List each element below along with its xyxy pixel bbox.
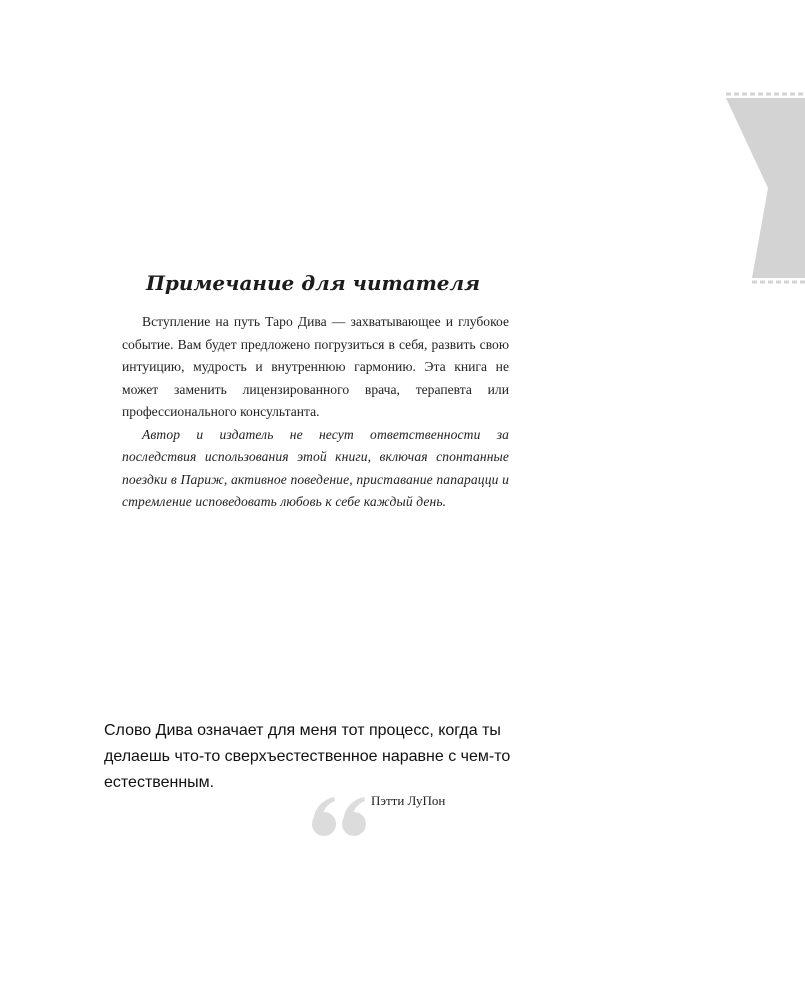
- quote-author: Пэтти ЛуПон: [371, 793, 446, 808]
- quote-text: Слово Дива означает для меня тот процесс, когда ты делаешь что-то сверхъестественное наравне с чем-то естественным.: [104, 722, 511, 791]
- note-paragraph: Вступление на путь Таро Дива — захватывающее и глубокое событие. Вам будет предложено погрузиться в себя, развить свою интуицию, мудрость и внутреннюю гармонию. Эта книга не может заменить лицензированного врача, терапевта или профессионального консультанта.: [122, 314, 509, 419]
- note-body: [122, 311, 509, 514]
- quotation-mark-icon: [310, 796, 370, 838]
- disclaimer-paragraph: Автор и издатель не несут ответственности за последствия использования этой книги, включая спонтанные поездки в Париж, активное поведение, приставание папарацци и стремление исповедовать любовь к себе каждый день.: [122, 426, 509, 509]
- bookmark-ribbon-icon: [722, 88, 805, 288]
- note-title: Примечание для читателя: [146, 271, 481, 295]
